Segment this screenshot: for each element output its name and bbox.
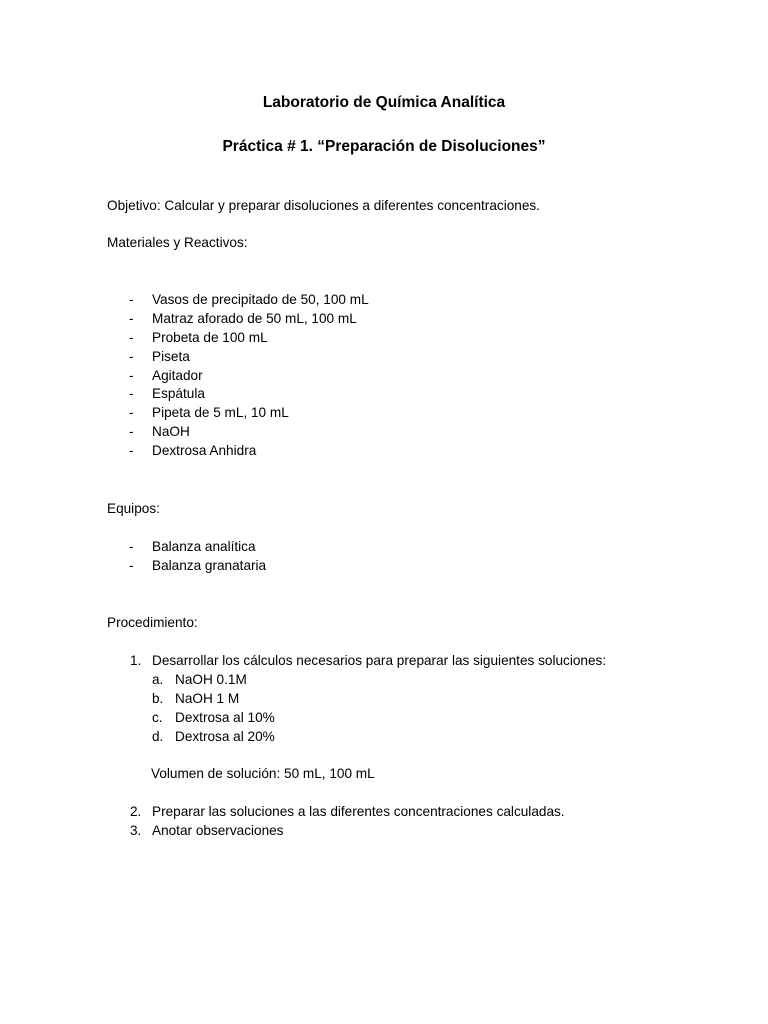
list-item — [0, 291, 768, 310]
sub-letter: d. — [152, 728, 164, 744]
bullet-dash: - — [129, 386, 134, 402]
materials-list — [0, 291, 768, 461]
list-item — [0, 557, 768, 576]
list-item — [0, 367, 768, 386]
bullet-dash: - — [129, 443, 134, 459]
bullet-dash: - — [129, 310, 134, 326]
equipment-heading: Equipos: — [107, 501, 160, 516]
list-item-label: Espátula — [152, 386, 205, 402]
list-item — [0, 803, 768, 822]
step-text: Desarrollar los cálculos necesarios para preparar las siguientes soluciones: — [152, 653, 607, 668]
sub-letter: b. — [152, 690, 164, 706]
bullet-dash: - — [129, 329, 134, 345]
list-item — [0, 822, 768, 841]
list-item-label: Vasos de precipitado de 50, 100 mL — [152, 292, 369, 307]
list-item-label: Balanza granataria — [152, 557, 267, 573]
bullet-dash: - — [129, 539, 134, 554]
bullet-dash: - — [129, 367, 134, 383]
list-item — [0, 671, 768, 690]
procedure-heading: Procedimiento: — [107, 615, 198, 630]
list-item — [0, 709, 768, 728]
list-item-label: Balanza analítica — [152, 539, 256, 554]
list-item — [0, 442, 768, 461]
list-item — [0, 310, 768, 329]
step-text: Preparar las soluciones a las diferentes concentraciones calculadas. — [152, 804, 565, 819]
volume-note: Volumen de solución: 50 mL, 100 mL — [151, 766, 375, 781]
list-item — [0, 423, 768, 442]
bullet-dash: - — [129, 292, 134, 307]
list-item — [0, 329, 768, 348]
sub-letter: c. — [152, 709, 163, 725]
list-item-label: Probeta de 100 mL — [152, 329, 268, 345]
bullet-dash: - — [129, 405, 134, 421]
bullet-dash: - — [129, 557, 134, 573]
sub-letter: a. — [152, 672, 164, 687]
sub-item-text: Dextrosa al 10% — [175, 709, 275, 725]
step-number: 1. — [130, 653, 142, 668]
document-title: Laboratorio de Química Analítica — [262, 94, 506, 111]
procedure-step-1 — [0, 652, 768, 671]
list-item — [0, 690, 768, 709]
list-item — [0, 728, 768, 747]
step-number: 2. — [130, 804, 142, 819]
bullet-dash: - — [129, 424, 134, 440]
list-item — [0, 404, 768, 423]
list-item-label: Pipeta de 5 mL, 10 mL — [152, 405, 289, 421]
list-item-label: Matraz aforado de 50 mL, 100 mL — [152, 310, 357, 326]
list-item-label: Dextrosa Anhidra — [152, 443, 257, 459]
procedure-steps-remaining — [0, 803, 768, 841]
objective-text: Objetivo: Calcular y preparar disoluciones a diferentes concentraciones. — [107, 198, 540, 213]
list-item-label: Piseta — [152, 348, 190, 364]
list-item — [0, 385, 768, 404]
sub-item-text: NaOH 1 M — [175, 690, 240, 706]
sub-item-text: Dextrosa al 20% — [175, 728, 275, 744]
solutions-list — [0, 671, 768, 747]
bullet-dash: - — [129, 348, 134, 364]
equipment-list — [0, 538, 768, 576]
step-number: 3. — [130, 822, 142, 838]
list-item — [0, 652, 768, 671]
materials-heading: Materiales y Reactivos: — [107, 235, 248, 250]
step-text: Anotar observaciones — [152, 822, 284, 838]
practice-subtitle: Práctica # 1. “Preparación de Disoluciones” — [222, 138, 546, 155]
list-item-label: Agitador — [152, 367, 203, 383]
sub-item-text: NaOH 0.1M — [175, 672, 247, 687]
list-item-label: NaOH — [152, 424, 190, 440]
list-item — [0, 348, 768, 367]
list-item — [0, 538, 768, 557]
